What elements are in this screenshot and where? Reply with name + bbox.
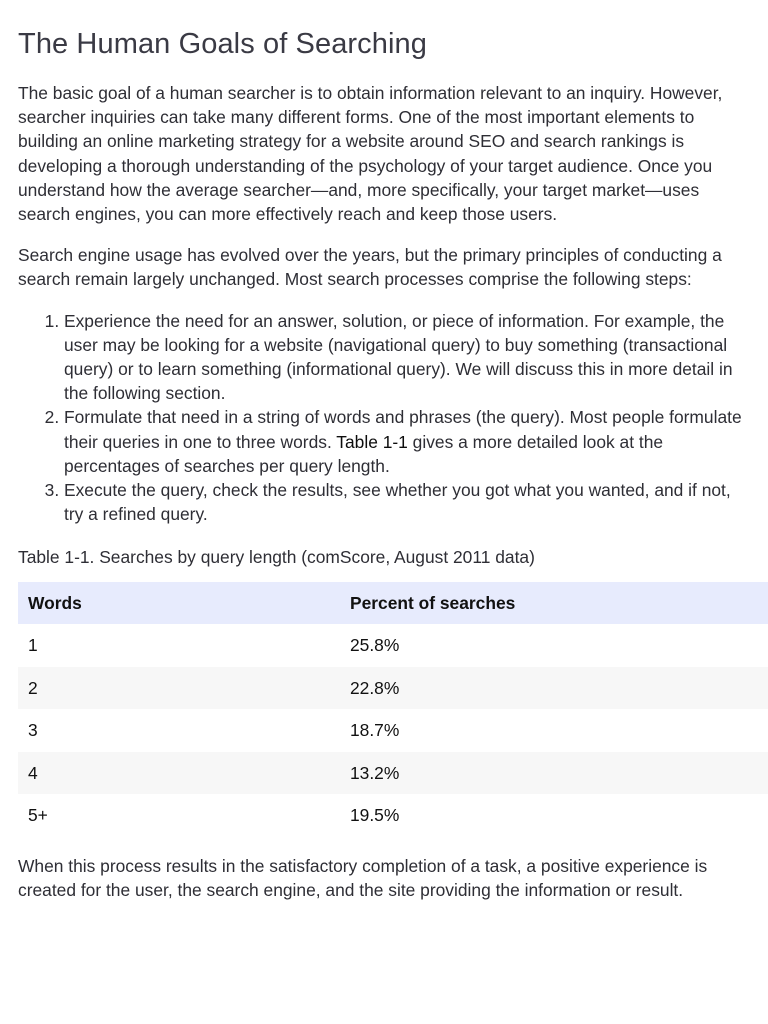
column-header-words: Words — [18, 582, 340, 624]
table-row — [18, 794, 768, 837]
column-header-percent: Percent of searches — [340, 582, 768, 624]
list-item-step-1: 1. Experience the need for an answer, solution, or piece of information. For example, the user may be looking for a website (navigational query) to buy something (transactional query) or to learn something (informational query). We will discuss this in more detail in the following section. — [64, 309, 744, 406]
percent-cell: 22.8% — [340, 667, 768, 710]
table-header-row — [18, 582, 768, 624]
query-length-table — [18, 582, 768, 837]
list-item-step-3: 3. Execute the query, check the results, see whether you got what you wanted, and if not, try a refined query. — [64, 478, 744, 526]
percent-cell: 19.5% — [340, 794, 768, 837]
search-steps-list — [18, 309, 744, 527]
table-caption: Table 1-1. Searches by query length (comScore, August 2011 data) — [18, 547, 535, 568]
table-row — [18, 667, 768, 710]
words-cell: 2 — [18, 667, 340, 710]
percent-cell: 25.8% — [340, 624, 768, 667]
step-2-text-after: gives a more detailed look at the percentages of searches per query length. — [64, 431, 664, 476]
table-row — [18, 624, 768, 667]
words-cell: 4 — [18, 752, 340, 795]
intro-paragraph: The basic goal of a human searcher is to obtain information relevant to an inquiry. However, searcher inquiries can take many different forms. One of the most important elements to building an online marketing strategy for a website around SEO and search rankings is developing a thorough understanding of the psychology of your target audience. Once you understand how the average searcher—and, more specifically, your target market—uses search engines, you can more effectively reach and keep those users. — [18, 83, 723, 225]
words-cell: 3 — [18, 709, 340, 752]
words-cell: 1 — [18, 624, 340, 667]
words-cell: 5+ — [18, 794, 340, 837]
table-row — [18, 752, 768, 795]
list-item-step-2 — [64, 405, 744, 478]
conclusion-paragraph: When this process results in the satisfactory completion of a task, a positive experience is created for the user, the search engine, and the site providing the information or result. — [18, 855, 708, 901]
page-title: The Human Goals of Searching — [18, 28, 428, 60]
percent-cell: 18.7% — [340, 709, 768, 752]
table-1-1-link[interactable]: Table 1-1 — [336, 431, 408, 452]
step-2-text-before: Formulate that need in a string of words and phrases (the query). Most people formulate their queries in one to three words. — [64, 407, 742, 452]
table-row — [18, 709, 768, 752]
percent-cell: 13.2% — [340, 752, 768, 795]
steps-intro-paragraph: Search engine usage has evolved over the years, but the primary principles of conducting a search remain largely unchanged. Most search processes comprise the following steps: — [18, 245, 722, 290]
